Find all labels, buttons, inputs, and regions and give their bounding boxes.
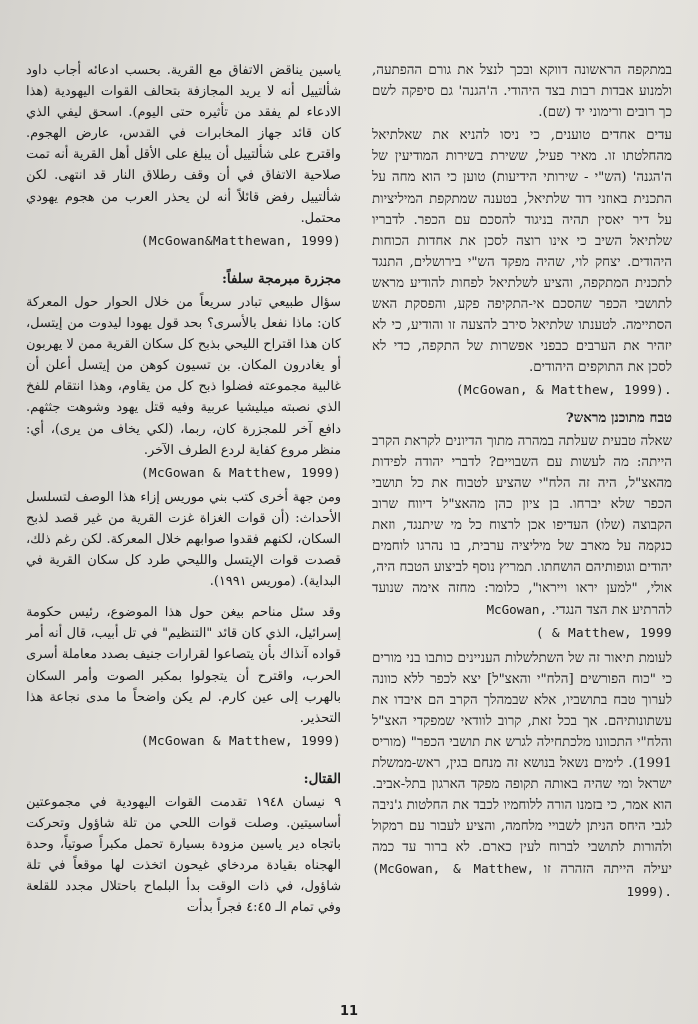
citation: (McGowan, & Matthew, 1999). [372,861,672,899]
hebrew-paragraph: במתקפה הראשונה דווקא ובכך לנצל את גורם ההפתעה, ולמנוע אבדות רבות בצד היהודי. ה'הגנה' גם סיפקה לשם כך רובים ורימוני יד (שם). [372,63,672,121]
hebrew-paragraph [372,431,672,622]
citation: (McGowan&Matthewan, 1999) [140,233,341,249]
citation: (McGowan & Matthew, 1999) [140,465,341,481]
arabic-paragraph: سؤال طبيعي تبادر سريعاً من خلال الحوار حول المعركة كان: ماذا نفعل بالأسرى؟ بحد قول يهودا ليدوت من إيتسل، كان هذا اقتراح الليحي بذبح كل سكان القرية ممن لا يهربون أو يغادرون المكان. بن تسيون كوهن من إيتسل أعلن أن غالبية مجموعته فضلوا ذبح كل من يقاوم، وهذا انتقام للفخ الذي نصبته ميليشيا عربية وفيه قتل يهود وشوهت جثثهم. دافع آخر للمجزرة كان، ربما، (لكي يخاف من يرى)، أي: منظر مروع كفاية لردع الطرف الآخر. [26,294,341,458]
paragraph-text: לעומת תיאור זה של השתלשלות העניינים כותבו בני מורים כי "כוח הפורשים [הלח"י והאצ"ל] יצא לכפר ללא כוונה לערוך טבח בתושביו, אלא שבמהלך הקרב הם איבדו את עשתונותיהם. אך בכל זאת, קרוב לוודאי שמפקדי האצ"ל והלח"י התכוונו מלכתחילה לגרש את תושבי הכפר" (מוריס 1991). לימים נשאל בנושא זה מנחם בגין, ראש-ממשלת ישראל ומי שהיה באותה תקופה מפקד הארגון בתל-אביב. הוא אמר, כי בזמנו הורה ללוחמיו לכבד את החלטות ג'ניבה לגבי היחס הניתן לשבויי מלחמה, והציע לעבור עם רמקול ולהורות לתושבי לברוח לעין כארם. לא ברור עד כמה יעילה הייתה הזהרה זו [372,650,672,878]
arabic-paragraph: ياسين يناقض الاتفاق مع القرية. بحسب ادعائه أجاب داود شألتييل أنه لا يريد المجازفة بتحالف القوات اليهودية (هذا الادعاء لم يفقد من تأثيره حتى اليوم). اسحق ليفي الذي كان قائد جهاز المخابرات في القدس، عارض الهجوم. واقترح على شألتييل أن يبلغ على الأقل أهل القرية أنه تمت صلاحية الاتفاق في أن وقف رطلاق النار قد انتهى. لكن شألتييل رفض قائلاً أنه لن يحذر العرب من هجوم يهودي محتمل. [26,63,341,226]
hebrew-paragraph: עדים אחדים טוענים, כי ניסו להניא את שאלתיאל מהחלטתו זו. מאיר פעיל, ששירת בשירות המודיעין של ה'הגנה' (הש"י - שירותי הידיעות) טוען כי הוא מחה על התכנית באוזני דוד שלתיאל, בטענה שמתקפת המיליציות על דיר יאסין תהיה בניגוד להסכם עם הכפר. לדבריו שלתיאל השיב כי אינו רוצה לסכן את אחדות הכוחות היהודים. יצחק לוי, שהיה מפקד הש"י בירושלים, התנגד לתכנית המתקפה, והציע לשלתיאל לפחות להודיע מראש לתושבי הכפר שהסכם אי-התקיפה פקע, והפסקת האש הסתיימה. לטענתו שלתיאל סירב להצעה זו והודיע, כי לא יזהיר את הערבים כבפני אפשרות של התקפה, כדי לא לסכן את התוקפים היהודים. [372,128,672,376]
arabic-paragraph: وقد سئل مناحم بيغن حول هذا الموضوع، رئيس حكومة إسرائيل، الذي كان قائد "التنظيم" في تل أبيب، قال أنه أمر قواده آنذاك بأن يتصاعوا لقرارات جنيف بصدد معاملة أسرى الحرب، واقترح أن يتجولوا بمكبر الصوت وأمر السكان بالهرب إلى عين كارم. لم يكن واضحاً ما مدى نجاعة هذا التحذير. [26,605,341,726]
citation: ( & Matthew, 1999 [535,626,672,642]
hebrew-paragraph [372,648,672,903]
citation: (McGowan, & Matthew, 1999). [455,383,672,399]
arabic-column [26,60,341,921]
arabic-paragraph: ومن جهة أخرى كتب بني موريس إزاء هذا الوصف لتسلسل الأحداث: (أن قوات الغزاة غزت القرية من غير قصد لذبح السكان، لكنهم فقدوا صوابهم خلال المعركة. لكن رغم ذلك، قصدت قوات الإيتسل والليحي طرد كل سكان القرية في البداية). (موريس ١٩٩١). [26,489,341,590]
hebrew-column [372,60,672,905]
section-heading: טבח מתוכנן מראש? [565,409,672,426]
section-heading: القتال: [303,770,341,787]
citation: McGowan, [486,602,548,618]
citation: (McGowan & Matthew, 1999) [140,733,341,749]
arabic-paragraph: ٩ نيسان ١٩٤٨ تقدمت القوات اليهودية في مجموعتين أساسيتين. وصلت قوات اللحي من تلة شاؤول وتحركت باتجاه دير ياسين مزودة بسيارة تحمل مكبراً صوتياً، وحدة الهجناه بقيادة مردخاي غيحون اتخذت لها موقعاً في تلة شاؤول، في ذات الوقت بدأ البلماح باحتلال مجدد للقلعة وفي تمام الـ ٤:٤٥ فجراً بدأت [26,795,341,916]
paragraph-text: שאלה טבעית שעלתה במהרה מתוך הדיונים לקראת הקרב הייתה: מה לעשות עם השבויים? לדברי יהודה לפידות מהאצ"ל, היה זה הלח"י שהציע לטבוח את כל תושבי הכפר שלא יברחו. בן ציון כהן מהאצ"ל דיווח שרוב הקבוצה (שלו) העדיפו אכן לרצוח כל מי שיתנגד, וזאת כנקמה על מארב של מיליציה ערבית, בו נהרגו לוחמים יהודים וגופותיהם הושחתו. תמריץ נוסף לביצוע הטבח היה, אולי, "למען יראו וייראו", כלומר: מחזה אימה שנועד להרתיע את הצד הנגדי. [372,433,672,619]
page-number: 11 [339,1004,359,1019]
section-heading: مجزرة مبرمجة سلفاً: [221,270,341,287]
